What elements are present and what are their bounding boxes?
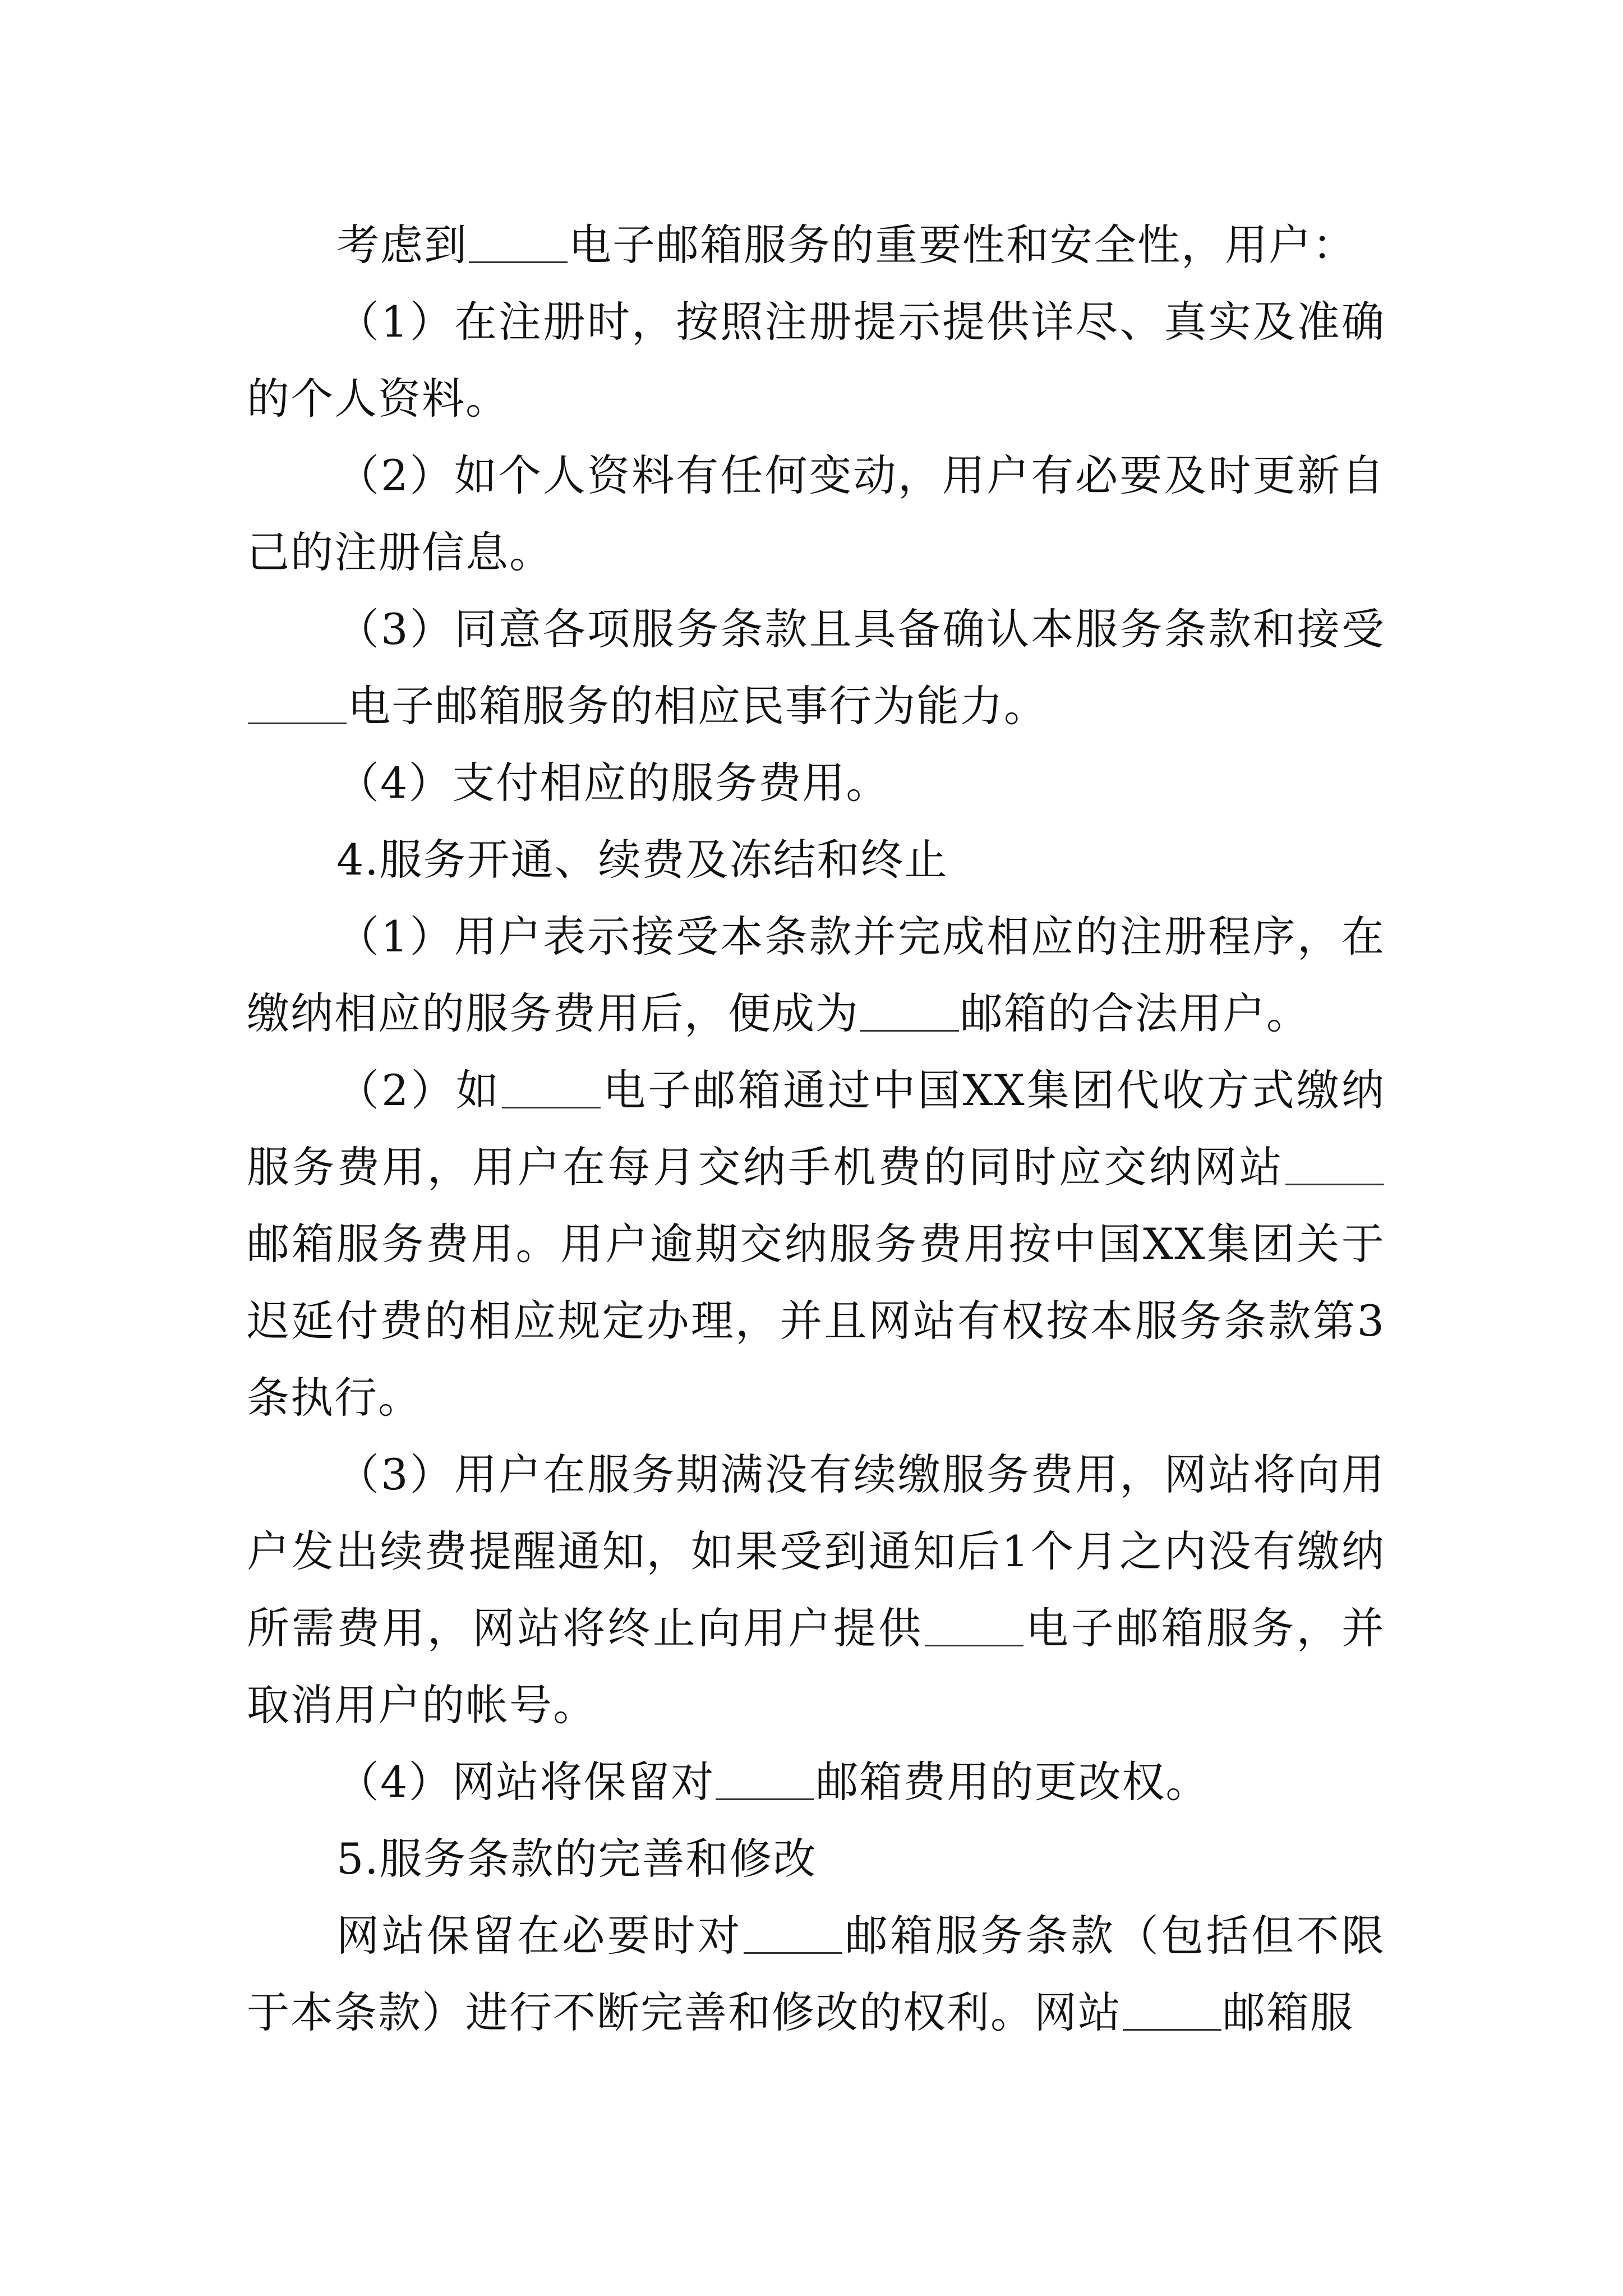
paragraph-5-body	[247, 1897, 1385, 2051]
text-segment: （2）如	[336, 1065, 501, 1115]
text-segment: （1）在注册时，按照注册提示提供详尽、真实及准确的个人资料。	[247, 297, 1385, 424]
blank-underline	[744, 1910, 842, 1954]
blank-underline	[1285, 1141, 1384, 1185]
text-segment: 邮箱费用的更改权。	[815, 1757, 1210, 1807]
text-segment: 5.服务条款的完善和修改	[336, 1834, 817, 1884]
text-segment: 邮箱服务费用。用户逾期交纳服务费用按中国XX集团关于迟延付费的相应规定办理，并且网站有权按本服务条款第3条执行。	[247, 1219, 1385, 1423]
text-segment: 邮箱的合法用户。	[960, 988, 1310, 1038]
paragraph-4-3	[247, 1436, 1385, 1743]
document-body	[247, 206, 1385, 2051]
text-segment: 电子邮箱服务的相应民事行为能力。	[348, 681, 1048, 731]
text-segment: 4.服务开通、续费及冻结和终止	[336, 835, 948, 885]
paragraph-intro	[247, 206, 1385, 283]
text-segment: （3）同意各项服务条款且具备确认本服务条款和接受	[336, 604, 1385, 654]
blank-underline	[248, 680, 347, 724]
text-segment: （1）用户表示接受本条款并完成相应的注册程序，在缴纳相应的服务费用后，便成为	[247, 912, 1385, 1038]
text-segment: 电子邮箱通过中国XX集团代收方式缴纳服务费用，用户在每月交纳手机费的同时应交纳网站	[247, 1065, 1385, 1192]
paragraph-item-2	[247, 437, 1385, 591]
blank-underline	[1123, 1986, 1221, 2031]
text-segment: 电子邮箱服务的重要性和安全性，用户：	[569, 220, 1356, 270]
blank-underline	[925, 1602, 1023, 1646]
text-segment: （3）用户在服务期满没有续缴服务费用，网站将向用户发出续费提醒通知，如果受到通知后1个月之内没有缴纳所需费用，网站将终止向用户提供	[247, 1450, 1385, 1653]
section-heading-4	[247, 821, 1385, 898]
section-heading-5	[247, 1820, 1385, 1897]
text-segment: 网站保留在必要时对	[336, 1911, 743, 1961]
paragraph-item-1	[247, 283, 1385, 437]
blank-underline	[469, 219, 568, 263]
text-segment: （2）如个人资料有任何变动，用户有必要及时更新自己的注册信息。	[247, 450, 1385, 577]
blank-underline	[716, 1756, 814, 1800]
text-segment: 考虑到	[336, 220, 468, 270]
paragraph-item-4	[247, 744, 1385, 821]
blank-underline	[502, 1064, 601, 1108]
text-segment: 电子邮箱服务，并取消用户的帐号。	[247, 1603, 1386, 1730]
paragraph-4-1	[247, 898, 1385, 1052]
blank-underline	[860, 987, 959, 1032]
paragraph-4-4	[247, 1743, 1385, 1820]
text-segment: 邮箱服务条款（包括但不限于本条款）进行不断完善和修改的权利。网站	[247, 1911, 1386, 2037]
paragraph-4-2	[247, 1052, 1385, 1436]
text-segment: （4）网站将保留对	[336, 1757, 715, 1807]
text-segment: 邮箱服	[1223, 1987, 1354, 2037]
paragraph-item-3	[247, 591, 1385, 744]
text-segment: （4）支付相应的服务费用。	[336, 758, 890, 808]
